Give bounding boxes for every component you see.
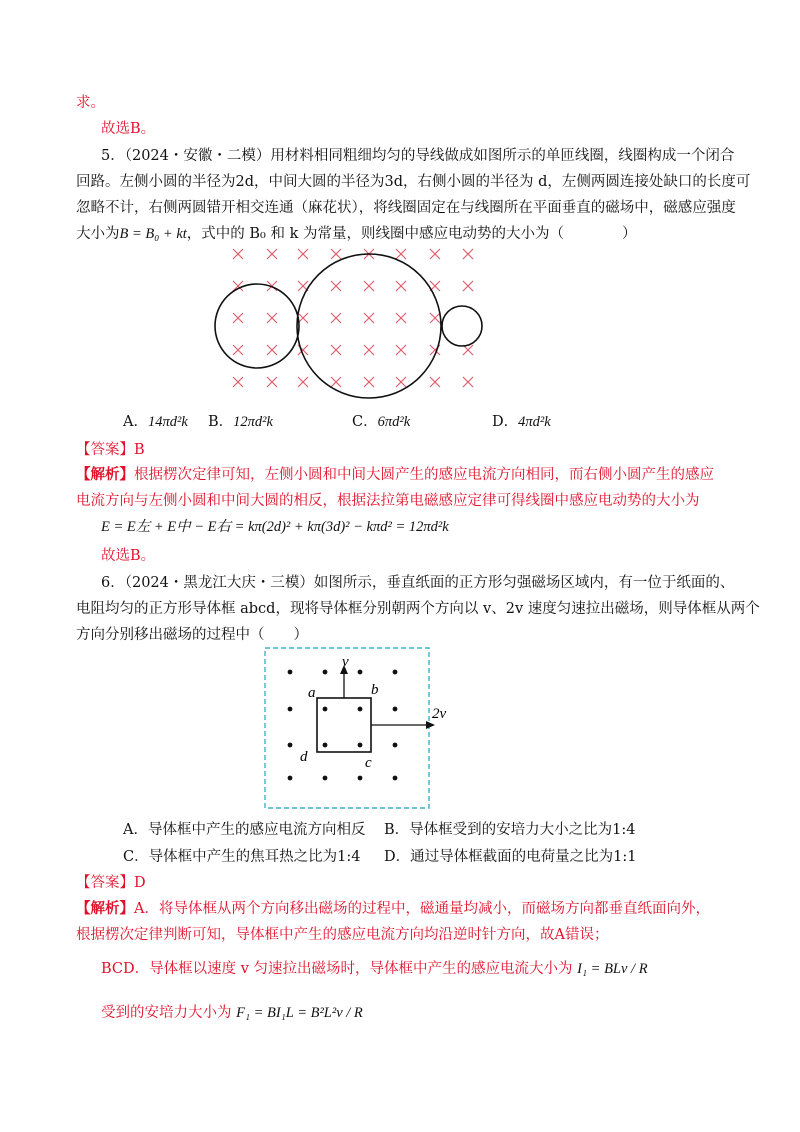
q6-line1: 6．（2024・黑龙江大庆・三模）如图所示，垂直纸面的正方形匀强磁场区域内，有一位于纸面的、 bbox=[101, 575, 735, 591]
label-c: c bbox=[365, 755, 372, 771]
q6-analysis-line1: 【解析】A．将导体框从两个方向移出磁场的过程中，磁通量均减小，而磁场方向都垂直纸面向外， bbox=[76, 900, 710, 917]
q5-line4-pre: 大小为 bbox=[76, 226, 120, 242]
field-dot-mark bbox=[358, 707, 363, 712]
q5-line2: 回路。左侧小圆的半径为2d，中间大圆的半径为3d，右侧小圆的半径为 d，左侧两圆连接处缺口的长度可 bbox=[76, 174, 751, 190]
q6-option-c: C．导体框中产生的焦耳热之比为1:4 bbox=[123, 849, 361, 865]
right-small-circle bbox=[442, 306, 482, 346]
q5-emf-formula: E = E左 + E中 − E右 = kπ(2d)² + kπ(3d)² − kπd² = 12πd²k bbox=[101, 519, 449, 535]
velocity-arrow-2v-head bbox=[426, 721, 435, 729]
field-dot-mark bbox=[288, 670, 293, 675]
q5-choose: 故选B。 bbox=[101, 548, 156, 564]
field-dot-mark bbox=[288, 743, 293, 748]
q5-formula-b: B = B₀ + kt bbox=[119, 226, 187, 242]
q5-line3: 忽略不计，右侧两圆错开相交连通（麻花状），将线圈固定在与线圈所在平面垂直的磁场中，磁感应强度 bbox=[76, 200, 736, 216]
q6-answer: 【答案】D bbox=[76, 875, 146, 891]
q5-answer: 【答案】B bbox=[76, 442, 145, 458]
q5-coil-figure bbox=[200, 240, 500, 400]
q6-analysis-line2: 根据楞次定律判断可知，导体框中产生的感应电流方向均沿逆时针方向，故A错误； bbox=[76, 927, 609, 943]
field-dot-mark bbox=[358, 670, 363, 675]
q5-line4-post: ，式中的 B₀ 和 k 为常量，则线圈中感应电动势的大小为（ ） bbox=[186, 226, 637, 242]
q6-option-a: A．导体框中产生的感应电流方向相反 bbox=[123, 822, 366, 838]
label-2v: 2v bbox=[432, 706, 447, 722]
label-a: a bbox=[308, 685, 316, 701]
q6-line3: 方向分别移出磁场的过程中（ ） bbox=[76, 627, 308, 643]
field-dot-mark bbox=[393, 707, 398, 712]
q6-line2: 电阻均匀的正方形导体框 abcd，现将导体框分别朝两个方向以 v、2v 速度匀速拉出磁场，则导体框从两个 bbox=[76, 601, 760, 617]
prev-answer-tail: 求。 bbox=[76, 95, 105, 111]
field-dot-mark bbox=[323, 743, 328, 748]
field-dot-mark bbox=[323, 776, 328, 781]
q6-force-formula: F₁ = BI₁L = B²L²v / R bbox=[236, 1005, 363, 1021]
field-dot-mark bbox=[288, 707, 293, 712]
q6-frame-figure bbox=[262, 645, 472, 813]
field-dot-mark bbox=[358, 776, 363, 781]
q5-option-c: C．6πd²k bbox=[352, 414, 411, 430]
field-dot-mark bbox=[288, 776, 293, 781]
field-dot-mark bbox=[358, 743, 363, 748]
q6-analysis-line3: BCD．导体框以速度 v 匀速拉出磁场时，导体框中产生的感应电流大小为 I₁ = BLv / R bbox=[101, 961, 648, 977]
field-dot-mark bbox=[393, 743, 398, 748]
q5-line1: 5．（2024・安徽・二模）用材料相同粗细均匀的导线做成如图所示的单匝线圈，线圈构成一个闭合 bbox=[101, 148, 735, 164]
field-dot-mark bbox=[393, 670, 398, 675]
q6-analysis-line4: 受到的安培力大小为 F₁ = BI₁L = B²L²v / R bbox=[101, 1005, 363, 1021]
left-small-circle bbox=[215, 284, 299, 368]
prev-choose: 故选B。 bbox=[101, 121, 156, 137]
field-dot-mark bbox=[323, 670, 328, 675]
q5-option-d: D．4πd²k bbox=[492, 414, 551, 430]
q5-option-a: A．14πd²k bbox=[123, 414, 188, 430]
q6-current-formula: I₁ = BLv / R bbox=[577, 961, 648, 977]
field-dot-mark bbox=[323, 707, 328, 712]
label-v: v bbox=[342, 654, 349, 670]
q5-option-b: B．12πd²k bbox=[208, 414, 273, 430]
label-b: b bbox=[371, 682, 379, 698]
label-d: d bbox=[300, 749, 308, 765]
middle-large-circle bbox=[297, 254, 441, 398]
q6-option-b: B．导体框受到的安培力大小之比为1:4 bbox=[384, 822, 636, 838]
q5-analysis-line2: 电流方向与左侧小圆和中间大圆的相反，根据法拉第电磁感应定律可得线圈中感应电动势的大小为 bbox=[76, 493, 700, 509]
field-dot-mark bbox=[393, 776, 398, 781]
q6-option-d: D．通过导体框截面的电荷量之比为1:1 bbox=[384, 849, 637, 865]
q5-analysis-line1: 【解析】根据楞次定律可知，左侧小圆和中间大圆产生的感应电流方向相同，而右侧小圆产生的感应 bbox=[76, 466, 714, 483]
